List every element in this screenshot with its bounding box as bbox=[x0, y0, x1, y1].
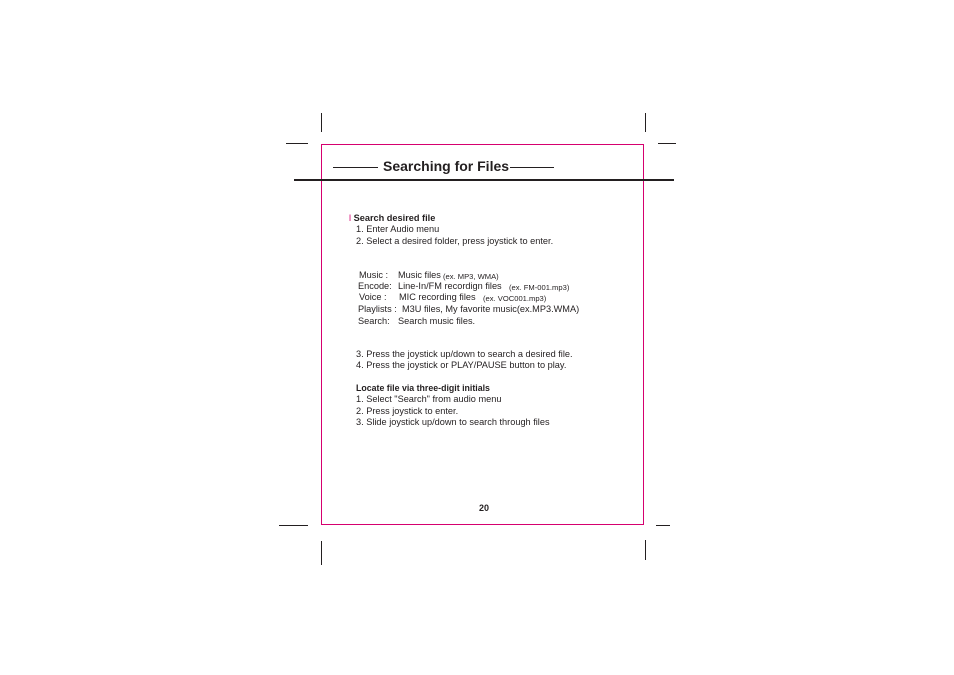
folder-desc: Search music files. bbox=[398, 316, 476, 326]
crop-mark-tl-horizontal bbox=[286, 143, 308, 144]
step-1: 1. Enter Audio menu bbox=[356, 224, 440, 234]
folder-note: (ex. MP3, WMA) bbox=[443, 272, 499, 281]
step-4: 4. Press the joystick or PLAY/PAUSE button to play. bbox=[356, 360, 567, 370]
crop-mark-tr-horizontal bbox=[658, 143, 676, 144]
section2-step-1: 1. Select "Search" from audio menu bbox=[356, 394, 502, 404]
crop-mark-tr-vertical bbox=[645, 113, 646, 132]
folder-note: (ex. VOC001.mp3) bbox=[483, 294, 547, 303]
folder-row-search bbox=[358, 316, 476, 327]
crop-mark-br-vertical bbox=[645, 540, 646, 560]
page-title: Searching for Files bbox=[383, 158, 510, 174]
section2-heading: Locate file via three-digit initials bbox=[356, 383, 490, 393]
folder-note: (ex. FM-001.mp3) bbox=[509, 283, 570, 292]
section2-step-2: 2. Press joystick to enter. bbox=[356, 406, 459, 416]
bullet-icon: l bbox=[349, 213, 352, 223]
folder-row-encode bbox=[358, 281, 570, 292]
section1-heading bbox=[349, 213, 435, 224]
step-3: 3. Press the joystick up/down to search a desired file. bbox=[356, 349, 573, 359]
crop-mark-br-horizontal bbox=[656, 525, 670, 526]
title-line-right bbox=[510, 167, 554, 168]
folder-label: Encode: bbox=[358, 281, 392, 291]
folder-desc: Music files bbox=[398, 270, 441, 280]
folder-desc: MIC recording files bbox=[399, 292, 476, 302]
section2-step-3: 3. Slide joystick up/down to search through files bbox=[356, 417, 550, 427]
folder-row-playlists bbox=[358, 304, 580, 315]
folder-label: Search: bbox=[358, 316, 390, 326]
folder-row-voice bbox=[359, 292, 547, 303]
section1-heading-text: Search desired file bbox=[353, 213, 436, 223]
folder-label: Voice : bbox=[359, 292, 387, 302]
crop-mark-bl-vertical bbox=[321, 541, 322, 565]
page-border bbox=[321, 144, 644, 525]
crop-mark-bl-horizontal bbox=[279, 525, 308, 526]
folder-desc: M3U files, My favorite music(ex.MP3.WMA) bbox=[402, 304, 580, 314]
page-header bbox=[333, 157, 554, 179]
step-2: 2. Select a desired folder, press joystick to enter. bbox=[356, 236, 554, 246]
folder-desc: Line-In/FM recordign files bbox=[398, 281, 502, 291]
header-rule bbox=[294, 179, 674, 181]
crop-mark-tl-vertical bbox=[321, 113, 322, 132]
title-line-left bbox=[333, 167, 378, 168]
folder-label: Playlists : bbox=[358, 304, 397, 314]
folder-label: Music : bbox=[359, 270, 389, 280]
folder-row-music bbox=[359, 270, 499, 281]
page-number: 20 bbox=[479, 503, 490, 513]
